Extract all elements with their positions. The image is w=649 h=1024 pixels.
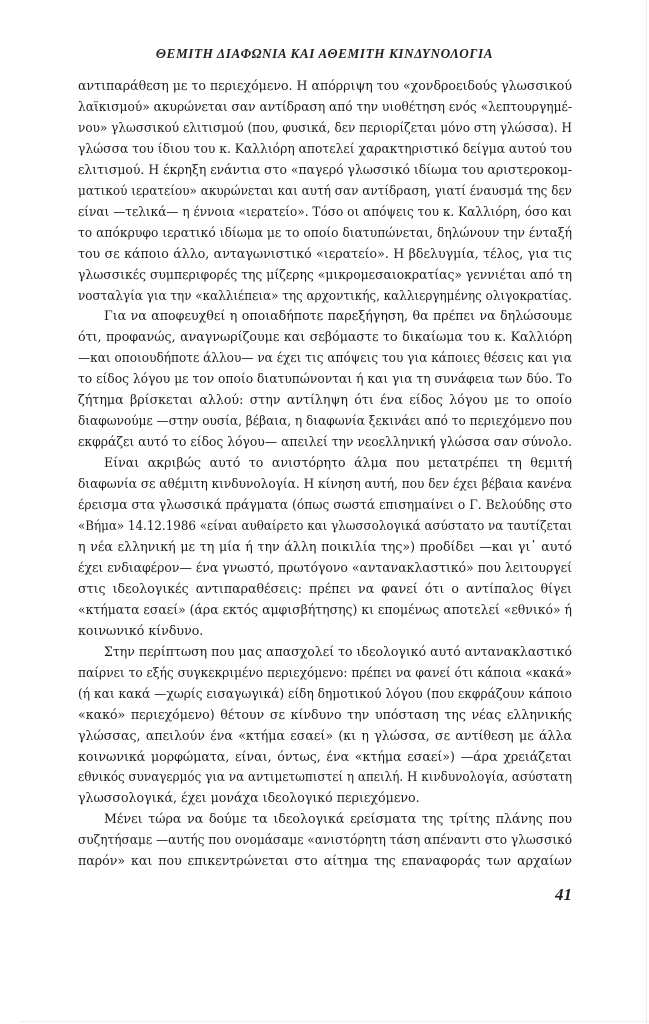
text-line: συζητήσαμε —αυτής που ονομάσαμε «ανιστόρητη τάση απέναντι στο γλωσσικό [78, 832, 572, 848]
text-line: η νέα ελληνική με τη μία ή την άλλη ποικιλία της») προδίδει —και γι᾽ αυτό [78, 538, 572, 554]
text-line: γλωσσικές συμπεριφορές της μίζερης «μικρομεσαιοκρατίας» γεννιέται από τη [78, 266, 572, 282]
text-line: «κακό» περιεχόμενο) θέτουν σε κίνδυνο την υπόσταση της νέας ελληνικής [78, 706, 572, 722]
text-line: έρεισμα στα γλωσσικά πράγματα (όπως σωστά επισημαίνει ο Γ. Βελούδης στο [78, 497, 572, 513]
text-line: εθνικός συναγερμός για να αντιμετωπιστεί η απειλή. Η κινδυνολογία, ασύστατη [78, 769, 572, 785]
page-number: 41 [555, 885, 572, 904]
text-line: παίρνει το εξής συγκεκριμένο περιεχόμενο: πρέπει να φανεί ότι κάποια «κακά» [78, 664, 572, 680]
text-line: κοινωνικά μορφώματα, είναι, όντως, ένα «κτήμα εσαεί») —άρα χρειάζεται [78, 748, 572, 764]
text-line: «κτήματα εσαεί» (άρα εκτός αμφισβήτησης) κι επομένως αποτελεί «εθνικό» ή [78, 601, 572, 617]
text-line: ότι, προφανώς, αναγνωρίζουμε και σεβόμαστε το δικαίωμα του κ. Καλλιόρη [78, 329, 572, 345]
text-line: Στην περίπτωση που μας απασχολεί το ιδεολογικό αυτό αντανακλαστικό [104, 643, 572, 659]
text-line: το απόκρυφο ιερατικό ιδίωμα με το οποίο διατυπώνεται, δηλώνουν την ένταξή [78, 224, 572, 240]
page-edge-right [646, 0, 647, 1024]
text-line: έχει ενδιαφέρον— ένα γνωστό, πρωτόγονο «αντανακλαστικό» που λειτουργεί [78, 559, 572, 575]
text-line: (ή και κακά —χωρίς εισαγωγικά) είδη δημοτικού λόγου (που εκφράζουν κάποιο [78, 685, 572, 701]
text-line: αντιπαράθεση με το περιεχόμενο. Η απόρριψη του «χονδροειδούς γλωσσικού [78, 78, 572, 93]
text-line: Μένει τώρα να δούμε τα ιδεολογικά ερείσματα της τρίτης πλάνης που [104, 811, 572, 827]
text-line: παρόν» και που επικεντρώνεται στο αίτημα της επαναφοράς των αρχαίων [78, 853, 572, 869]
text-line: διαφωνούμε —στην ουσία, βέβαια, η διαφωνία ξεκινάει από το περιεχόμενο που [78, 413, 572, 429]
text-line: γλωσσολογικά, έχει μονάχα ιδεολογικό περιεχόμενο. [78, 790, 420, 806]
text-line: εκφράζει αυτό το είδος λόγου— απειλεί την νεοελληνική γλώσσα σαν σύνολο. [78, 434, 572, 450]
text-line: Για να αποφευχθεί η οποιαδήποτε παρεξήγηση, θα πρέπει να δηλώσουμε [104, 308, 572, 324]
text-line: λαϊκισμού» ακυρώνεται σαν αντίδραση από την υιοθέτηση ενός «λεπτουργημέ- [78, 98, 572, 114]
running-head: ΘΕΜΙΤΗ ΔΙΑΦΩΝΙΑ ΚΑΙ ΑΘΕΜΙΤΗ ΚΙΝΔΥΝΟΛΟΓΙΑ [155, 46, 494, 61]
text-line: Είναι ακριβώς αυτό το ανιστόρητο άλμα που μετατρέπει τη θεμιτή [104, 455, 572, 471]
text-line: ζήτημα βρίσκεται αλλού: στην αντίληψη ότι ένα είδος λόγου με το οποίο [78, 392, 572, 408]
text-line: του σε κάποιο άλλο, ανταγωνιστικό «ιερατείο». Η βδελυγμία, τέλος, για τις [78, 245, 572, 261]
text-line: ματικού ιερατείου» ακυρώνεται και αυτή σαν αντίδραση, γιατί έναυσμά της δεν [78, 182, 572, 198]
text-line: νοσταλγία για την «καλλιέπεια» της αρχοντικής, καλλιεργημένης ολιγοκρατίας. [78, 287, 572, 303]
text-line: νου» γλωσσικού ελιτισμού (που, φυσικά, δεν περιορίζεται μόνο στη γλώσσα). Η [78, 119, 572, 135]
text-line: «Βήμα» 14.12.1986 «είναι αυθαίρετο και γλωσσολογικά ασύστατο να ταυτίζεται [78, 518, 572, 534]
text-line: διαφωνία σε αθέμιτη κινδυνολογία. Η κίνηση αυτή, που δεν έχει βέβαια κανένα [78, 476, 572, 492]
text-line: είναι —τελικά— η έννοια «ιερατείο». Τόσο οι απόψεις του κ. Καλλιόρη, όσο και [78, 203, 572, 219]
text-line: κοινωνικό κίνδυνο. [78, 622, 204, 638]
text-line: το είδος λόγου με τον οποίο διατυπώνονται ή και για τη συνάφεια των δύο. Το [78, 371, 572, 387]
text-line: ελιτισμού. Η έκρηξη ενάντια στο «παγερό γλωσσικό ιδίωμα του αριστεροκομ- [78, 161, 572, 177]
text-line: —και οποιουδήποτε άλλου— να έχει τις απόψεις του για κάποιες θέσεις και για [78, 350, 572, 366]
body-text [78, 76, 572, 872]
page-edge-bottom [20, 1021, 649, 1022]
text-line: γλώσσα του ίδιου του κ. Καλλιόρη αποτελεί χαρακτηριστικό δείγμα αυτού του [78, 140, 572, 156]
text-line: γλώσσας, απειλούν ένα «κτήμα εσαεί» (κι η γλώσσα, σε αντίθεση με άλλα [78, 727, 572, 743]
text-line: στις ιδεολογικές αντιπαραθέσεις: πρέπει να φανεί ότι ο αντίπαλος θίγει [78, 580, 572, 596]
